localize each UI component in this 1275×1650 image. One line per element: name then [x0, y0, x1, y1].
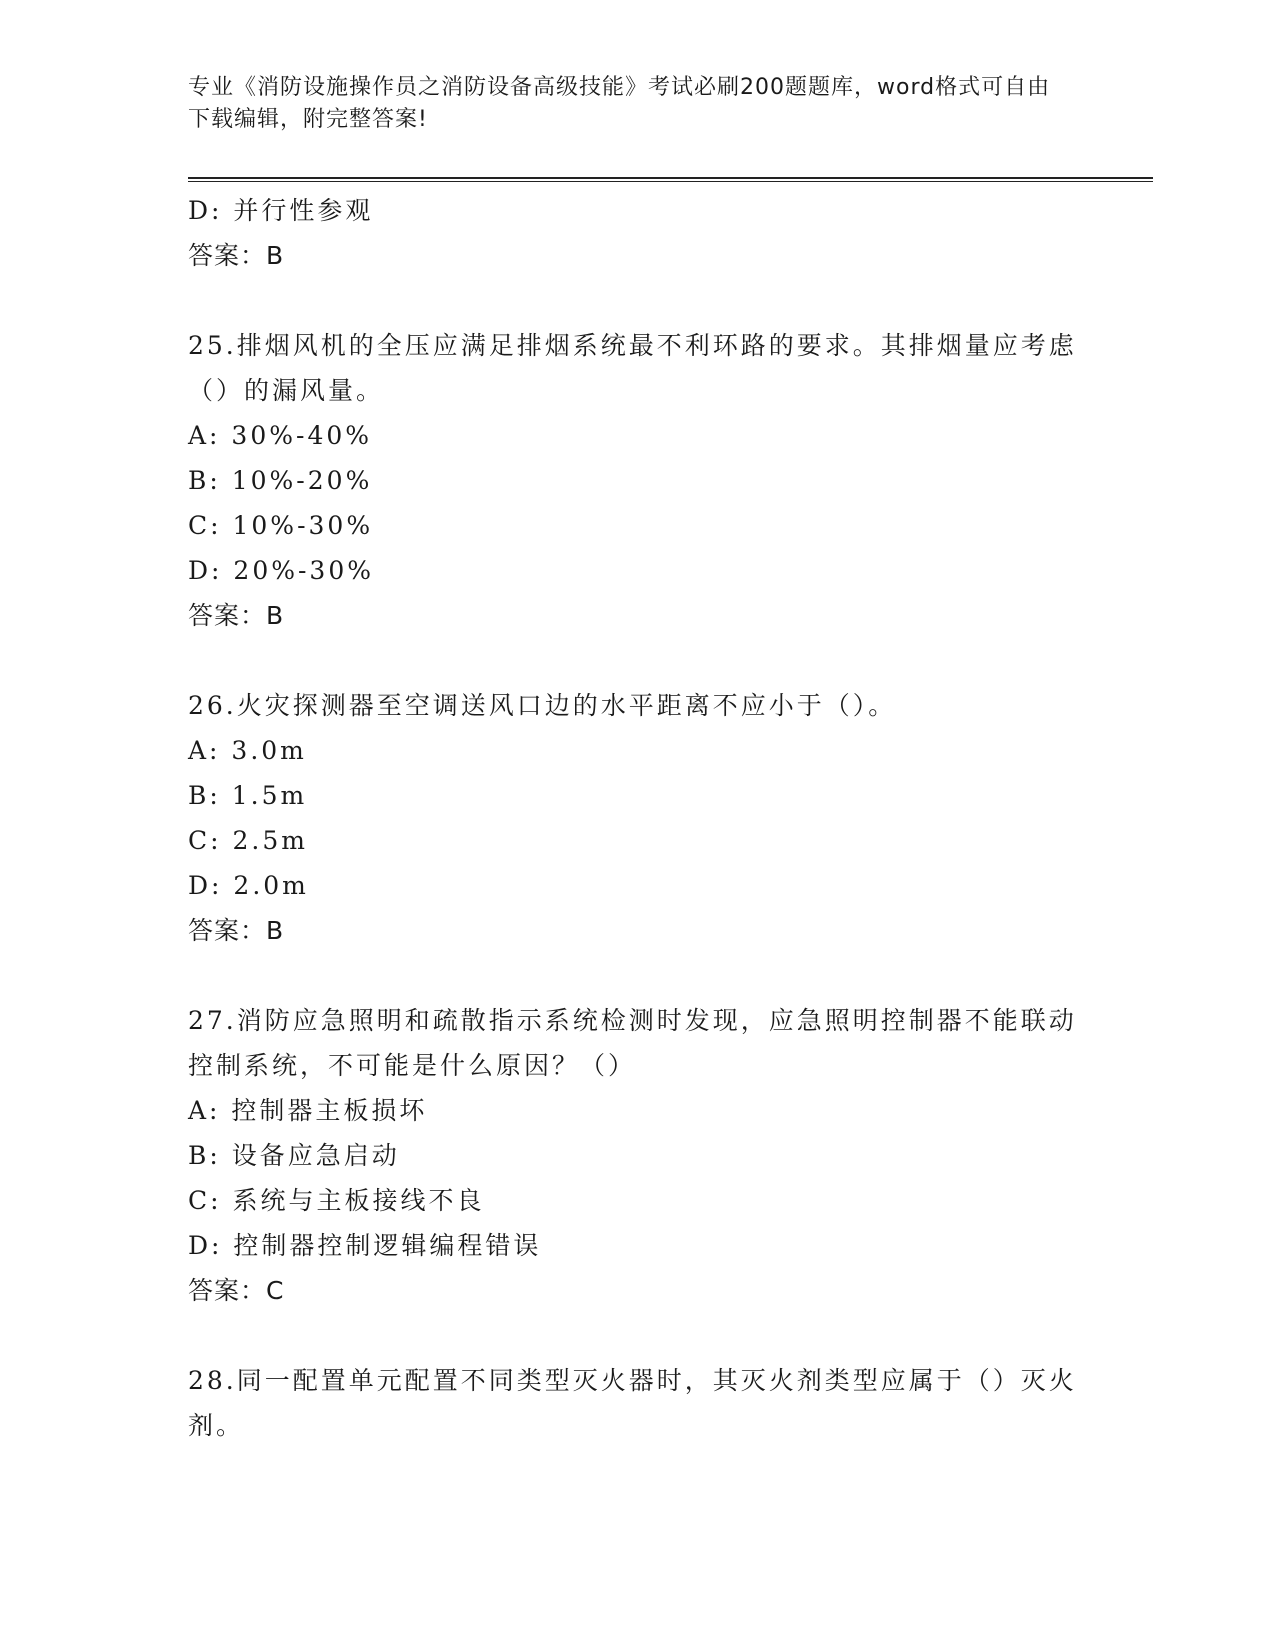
option-d: D: 20%-30%	[188, 556, 374, 585]
option-a: A: 控制器主板损坏	[188, 1096, 428, 1125]
question-28	[188, 1358, 1088, 1448]
question-stem: 25.排烟风机的全压应满足排烟系统最不利环路的要求。其排烟量应考虑（）的漏风量。	[188, 331, 1077, 405]
option-d: D: 2.0m	[188, 871, 309, 900]
question-stem: 28.同一配置单元配置不同类型灭火器时，其灭火剂类型应属于（）灭火剂。	[188, 1366, 1077, 1440]
option-c: C: 10%-30%	[188, 511, 374, 540]
prev-question-option-d: D: 并行性参观	[188, 196, 374, 225]
question-stem: 26.火灾探测器至空调送风口边的水平距离不应小于（）。	[188, 691, 897, 720]
question-27	[188, 998, 1088, 1313]
answer: 答案：B	[188, 916, 285, 945]
question-25	[188, 323, 1088, 638]
option-c: C: 2.5m	[188, 826, 308, 855]
question-26	[188, 683, 1088, 953]
option-a: A: 30%-40%	[188, 421, 373, 450]
prev-question-answer: 答案：B	[188, 241, 285, 270]
option-c: C: 系统与主板接线不良	[188, 1186, 485, 1215]
answer: 答案：B	[188, 601, 285, 630]
document-body	[188, 188, 1088, 1448]
answer: 答案：C	[188, 1276, 285, 1305]
option-b: B: 设备应急启动	[188, 1141, 400, 1170]
header-divider	[188, 177, 1153, 182]
option-a: A: 3.0m	[188, 736, 307, 765]
page-header: 专业《消防设施操作员之消防设备高级技能》考试必刷200题题库，word格式可自由下载编辑，附完整答案!	[188, 75, 1051, 132]
option-b: B: 1.5m	[188, 781, 308, 810]
option-b: B: 10%-20%	[188, 466, 373, 495]
question-stem: 27.消防应急照明和疏散指示系统检测时发现，应急照明控制器不能联动控制系统，不可能是什么原因？（）	[188, 1006, 1077, 1080]
option-d: D: 控制器控制逻辑编程错误	[188, 1231, 542, 1260]
